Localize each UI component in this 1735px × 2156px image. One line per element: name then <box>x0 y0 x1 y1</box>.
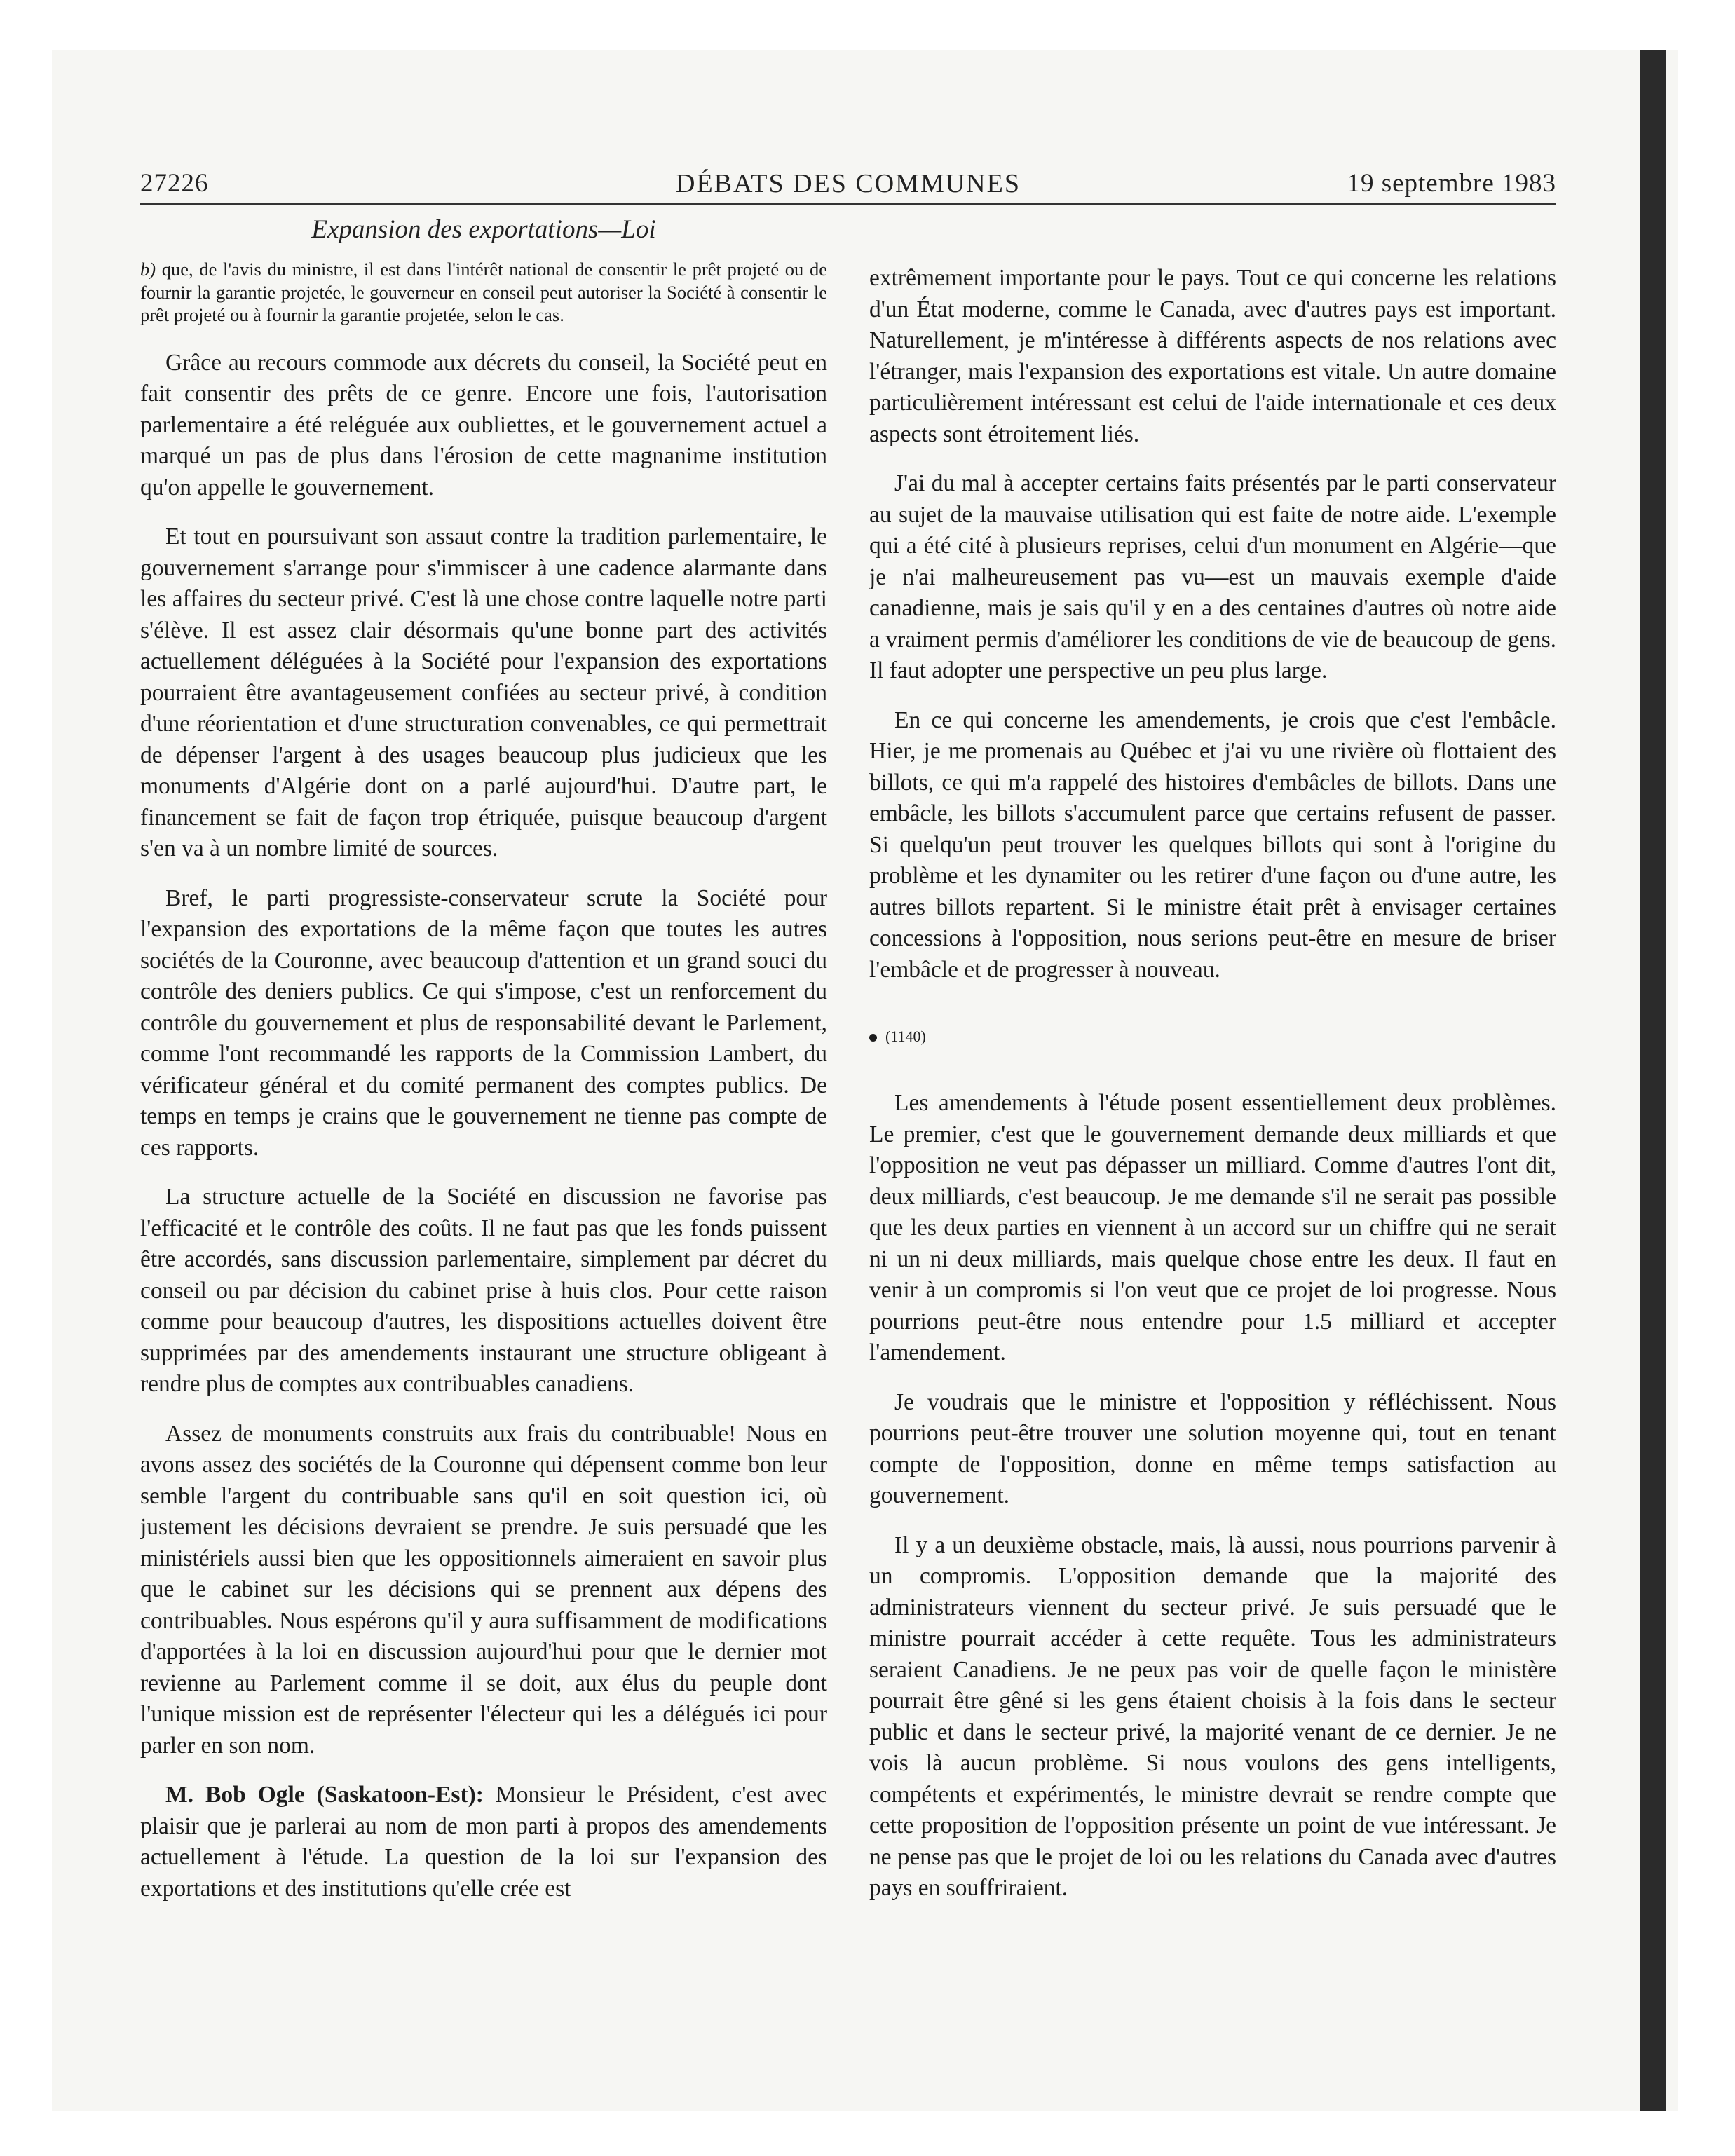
paragraph: Il y a un deuxième obstacle, mais, là aussi, nous pourrions parvenir à un compromis. L'opposition demande que la majorité des administrateurs viennent du secteur privé. Je suis persuadé que le ministre pourrait accéder à cette requête. Tous les administrateurs seraient Canadiens. Je ne peux pas voir de quelle façon le ministère pourrait être gêné si les gens étaient choisis à la fois dans le secteur public et dans le secteur privé, la majorité venant de ce dernier. Je ne vois là aucun problème. Si nous voulons des gens intelligents, compétents et expérimentés, le ministre devrait se rendre compte que cette proposition de l'opposition présente un point de vue intéressant. Je ne pense pas que le projet de loi ou les relations du Canada avec d'autres pays en souffriraient. <box>869 1531 1556 1901</box>
paragraph: Bref, le parti progressiste-conservateur scrute la Société pour l'expansion des exportations de la même façon que toutes les autres sociétés de la Couronne, avec beaucoup d'attention et un grand souci du contrôle des deniers publics. Ce qui s'impose, c'est un renforcement du contrôle du gouvernement et plus de responsabilité devant le Parlement, comme l'ont recommandé les rapports de la Commission Lambert, du vérificateur général et du comité permanent des comptes publics. De temps en temps je crains que le gouvernement ne tienne pas compte de ces rapports. <box>140 885 827 1161</box>
paragraph: En ce qui concerne les amendements, je crois que c'est l'embâcle. Hier, je me promenais au Québec et j'ai vu une rivière où flottaient des billots, ce qui m'a rappelé des histoires d'embâcles de billots. Dans une embâcle, les billots s'accumulent parce que certains refusent de passer. Si quelqu'un peut trouver les quelques billots qui sont à l'origine du problème et les dynamiter ou les retirer d'une façon ou d'une autre, les autres billots repartent. Si le ministre était prêt à envisager certaines concessions à l'opposition, nous serions peut-être en mesure de briser l'embâcle et de progresser à nouveau. <box>869 707 1556 983</box>
timestamp-marker <box>869 1026 1556 1047</box>
left-column <box>140 258 827 1923</box>
timestamp-text: (1140) <box>885 1028 926 1045</box>
right-column <box>869 263 1556 1923</box>
paragraph: Et tout en poursuivant son assaut contre la tradition parlementaire, le gouvernement s'arrange pour s'immiscer à une cadence alarmante dans les affaires du secteur privé. C'est là une chose contre laquelle notre parti s'élève. Il est assez clair désormais qu'une bonne part des activités actuellement déléguées à la Société pour l'expansion des exportations pourraient être avantageusement confiées au secteur privé, à condition d'une réorientation et d'une structuration convenables, ce qui permettrait de dépenser l'argent à des usages beaucoup plus judicieux que les monuments d'Algérie dont on a parlé aujourd'hui. D'autre part, le financement se fait de façon trop étriquée, puisque beaucoup d'argent s'en va à un nombre limité de sources. <box>140 524 827 861</box>
section-title: Expansion des exportations—Loi <box>311 215 656 244</box>
paragraph: J'ai du mal à accepter certains faits présentés par le parti conservateur au sujet de la mauvaise utilisation qui est faite de notre aide. L'exemple qui a été cité à plusieurs reprises, celui d'un monument en Algérie—que je n'ai malheureusement pas vu—est un mauvais exemple d'aide canadienne, mais je sais qu'il y en a des centaines d'autres où notre aide a vraiment permis d'améliorer les conditions de vie de beaucoup de gens. Il faut adopter une perspective un peu plus large. <box>869 470 1556 683</box>
speaker-name: M. Bob Ogle (Saskatoon-Est): <box>165 1782 484 1808</box>
paragraph: La structure actuelle de la Société en discussion ne favorise pas l'efficacité et le contrôle des coûts. Il ne faut pas que les fonds puissent être accordés, sans discussion parlementaire, simplement par décret du conseil ou par décision du cabinet prise à huis clos. Pour cette raison comme pour beaucoup d'autres, les dispositions actuelles doivent être supprimées par des amendements instaurant une structure obligeant à rendre plus de comptes aux contribuables canadiens. <box>140 1184 827 1397</box>
paragraph: Assez de monuments construits aux frais du contribuable! Nous en avons assez des sociétés de la Couronne qui dépensent comme bon leur semble l'argent du contribuable sans qu'il en soit question ici, où justement les décisions devraient se prendre. Je suis persuadé que les ministériels aussi bien que les oppositionnels aimeraient en savoir plus que le cabinet sur les décisions qui se prennent aux dépens des contribuables. Nous espérons qu'il y aura suffisamment de modifications d'apportées à la loi en discussion aujourd'hui pour que le dernier mot revienne au Parlement comme il se doit, aux élus du peuple dont l'unique mission est de représenter l'électeur qui les a délégués ici pour parler en son nom. <box>140 1420 827 1759</box>
paragraph: Les amendements à l'étude posent essentiellement deux problèmes. Le premier, c'est que le gouvernement demande deux milliards et que l'opposition ne veut pas dépasser un milliard. Comme d'autres l'ont dit, deux milliards, c'est beaucoup. Je me demande s'il ne serait pas possible que les deux parties en viennent à un accord sur un chiffre qui ne serait ni un ni deux milliards, mais quelque chose entre les deux. Il faut en venir à un compromis si l'on veut que ce projet de loi progresse. Nous pourrions peut-être nous entendre pour 1.5 milliard et accepter l'amendement. <box>869 1090 1556 1365</box>
speaker-paragraph <box>140 1780 827 1904</box>
journal-title: DÉBATS DES COMMUNES <box>676 169 1021 198</box>
bullet-icon <box>869 1034 877 1042</box>
quoted-clause <box>140 258 827 327</box>
paragraph: Je voudrais que le ministre et l'opposition y réfléchissent. Nous pourrions peut-être trouver une solution moyenne qui, tout en tenant compte de l'opposition, donne en même temps satisfaction au gouvernement. <box>869 1389 1556 1508</box>
clause-text: que, de l'avis du ministre, il est dans l'intérêt national de consentir le prêt projeté ou de fournir la garantie projetée, le gouverneur en conseil peut autoriser la Société à consentir le prêt projeté ou à fournir la garantie projetée, selon le cas. <box>140 259 827 325</box>
header-rule <box>140 203 1556 205</box>
page-number: 27226 <box>140 169 209 198</box>
page-date: 19 septembre 1983 <box>1347 169 1556 198</box>
page-header <box>140 168 1556 205</box>
paragraph: Grâce au recours commode aux décrets du conseil, la Société peut en fait consentir des prêts de ce genre. Encore une fois, l'autorisation parlementaire a été reléguée aux oubliettes, et le gouvernement actuel a marqué un pas de plus dans l'érosion de cette magnanime institution qu'on appelle le gouvernement. <box>140 349 827 500</box>
paragraph: extrêmement importante pour le pays. Tout ce qui concerne les relations d'un État moderne, comme le Canada, avec d'autres pays est important. Naturellement, je m'intéresse à différents aspects de nos relations avec l'étranger, mais l'expansion des exportations est vitale. Un autre domaine particulièrement intéressant est celui de l'aide internationale et ces deux aspects sont étroitement liés. <box>869 265 1556 447</box>
speaker-text: Monsieur le Président, c'est avec plaisir que je parlerai au nom de mon parti à propos des amendements actuellement à l'étude. La question de la loi sur l'expansion des exportations et des institutions qu'elle crée est <box>140 1782 828 1902</box>
scan-edge-border <box>1640 50 1666 2111</box>
clause-label: b) <box>140 259 156 280</box>
